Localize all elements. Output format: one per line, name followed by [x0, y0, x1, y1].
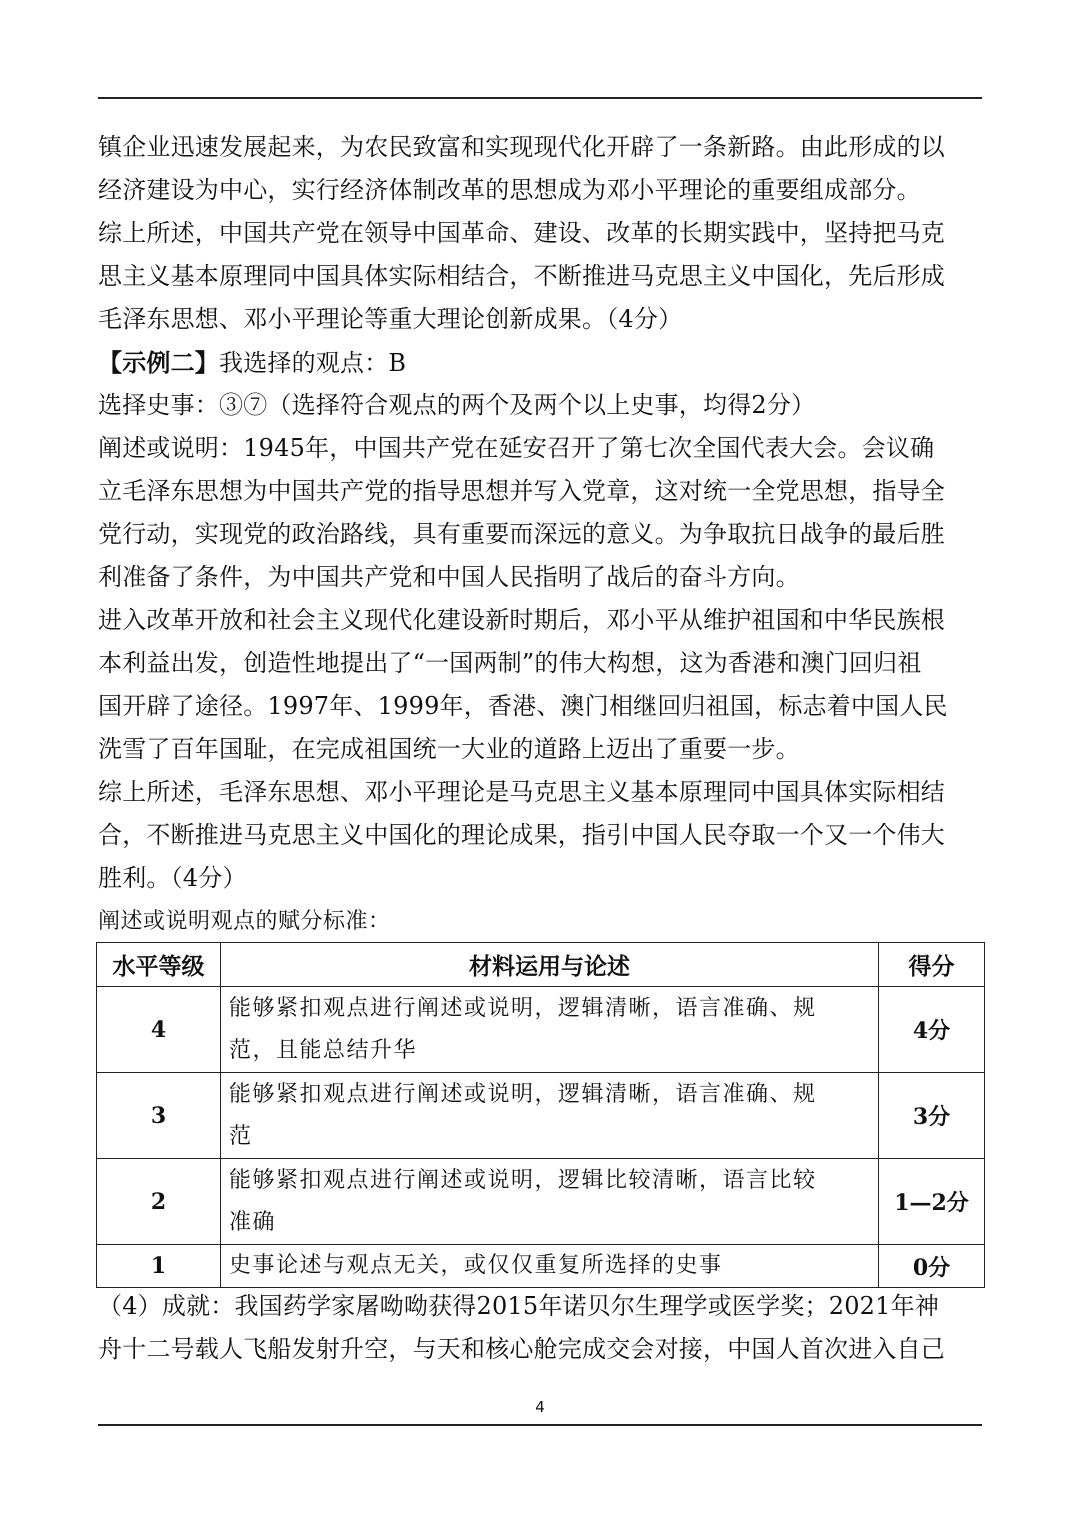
score-cell: 1—2分	[879, 1159, 985, 1245]
level-cell: 3	[97, 1073, 221, 1159]
criteria-line: 能够紧扣观点进行阐述或说明，逻辑比较清晰，语言比较	[229, 1167, 817, 1193]
criteria-cell	[221, 1073, 879, 1159]
level-cell: 4	[97, 987, 221, 1073]
answer-body	[98, 126, 982, 943]
text-line: 本利益出发，创造性地提出了“一国两制”的伟大构想，这为香港和澳门回归祖	[98, 649, 922, 677]
text-line: 综上所述，毛泽东思想、邓小平理论是马克思主义基本原理同中国具体实际相结	[98, 778, 945, 806]
text-line: 阐述或说明：1945年，中国共产党在延安召开了第七次全国代表大会。会议确	[98, 434, 935, 462]
text-line: 毛泽东思想、邓小平理论等重大理论创新成果。（4分）	[98, 305, 683, 333]
level-cell: 2	[97, 1159, 221, 1245]
criteria-line: 准确	[229, 1209, 277, 1235]
text-line: 镇企业迅速发展起来，为农民致富和实现现代化开辟了一条新路。由此形成的以	[98, 133, 945, 161]
table-row	[97, 1073, 985, 1159]
text-line: 进入改革开放和社会主义现代化建设新时期后，邓小平从维护祖国和中华民族根	[98, 606, 945, 634]
text-line: 胜利。（4分）	[98, 864, 247, 892]
table-header-row	[97, 943, 985, 987]
header-rule	[98, 97, 982, 99]
header-score: 得分	[879, 943, 985, 987]
text-line: 党行动，实现党的政治路线，具有重要而深远的意义。为争取抗日战争的最后胜	[98, 520, 945, 548]
table-row	[97, 1245, 985, 1288]
criteria-line: 能够紧扣观点进行阐述或说明，逻辑清晰，语言准确、规	[229, 1081, 817, 1107]
score-cell: 0分	[879, 1245, 985, 1288]
text-line: 经济建设为中心，实行经济体制改革的思想成为邓小平理论的重要组成部分。	[98, 176, 921, 204]
criteria-line: 范	[229, 1123, 253, 1149]
text-line: 利准备了条件，为中国共产党和中国人民指明了战后的奋斗方向。	[98, 563, 800, 591]
text-line: 思主义基本原理同中国具体实际相结合，不断推进马克思主义中国化，先后形成	[98, 262, 945, 290]
footer-rule	[98, 1424, 982, 1426]
table-row	[97, 987, 985, 1073]
score-cell: 4分	[879, 987, 985, 1073]
level-cell: 1	[97, 1245, 221, 1288]
example-label: 【示例二】	[98, 348, 219, 377]
header-level: 水平等级	[97, 943, 221, 987]
criteria-line: 范，且能总结升华	[229, 1037, 418, 1063]
criteria-line: 能够紧扣观点进行阐述或说明，逻辑清晰，语言准确、规	[229, 995, 817, 1021]
text-line: 选择史事：③⑦（选择符合观点的两个及两个以上史事，均得2分）	[98, 391, 816, 419]
example-viewpoint: 我选择的观点：B	[219, 349, 407, 377]
text-line: 立毛泽东思想为中国共产党的指导思想并写入党章，这对统一全党思想，指导全	[98, 477, 945, 505]
answer-continuation	[98, 1285, 982, 1371]
text-line: 舟十二号载人飞船发射升空，与天和核心舱完成交会对接，中国人首次进入自己	[98, 1335, 945, 1363]
text-line: 国开辟了途径。1997年、1999年，香港、澳门相继回归祖国，标志着中国人民	[98, 692, 948, 720]
text-line: 洗雪了百年国耻，在完成祖国统一大业的道路上迈出了重要一步。	[98, 735, 800, 763]
table-row	[97, 1159, 985, 1245]
criteria-cell	[221, 987, 879, 1073]
text-line: 综上所述，中国共产党在领导中国革命、建设、改革的长期实践中，坚持把马克	[98, 219, 945, 247]
score-cell: 3分	[879, 1073, 985, 1159]
header-criteria: 材料运用与论述	[221, 943, 879, 987]
criteria-cell: 史事论述与观点无关，或仅仅重复所选择的史事	[221, 1245, 879, 1288]
example-heading	[98, 341, 982, 384]
table-caption: 阐述或说明观点的赋分标准：	[98, 909, 391, 934]
page-number: 4	[535, 1398, 545, 1416]
scoring-table	[96, 942, 985, 1288]
criteria-cell	[221, 1159, 879, 1245]
text-line: 合，不断推进马克思主义中国化的理论成果，指引中国人民夺取一个又一个伟大	[98, 821, 945, 849]
text-line: （4）成就：我国药学家屠呦呦获得2015年诺贝尔生理学或医学奖；2021年神	[98, 1292, 940, 1320]
